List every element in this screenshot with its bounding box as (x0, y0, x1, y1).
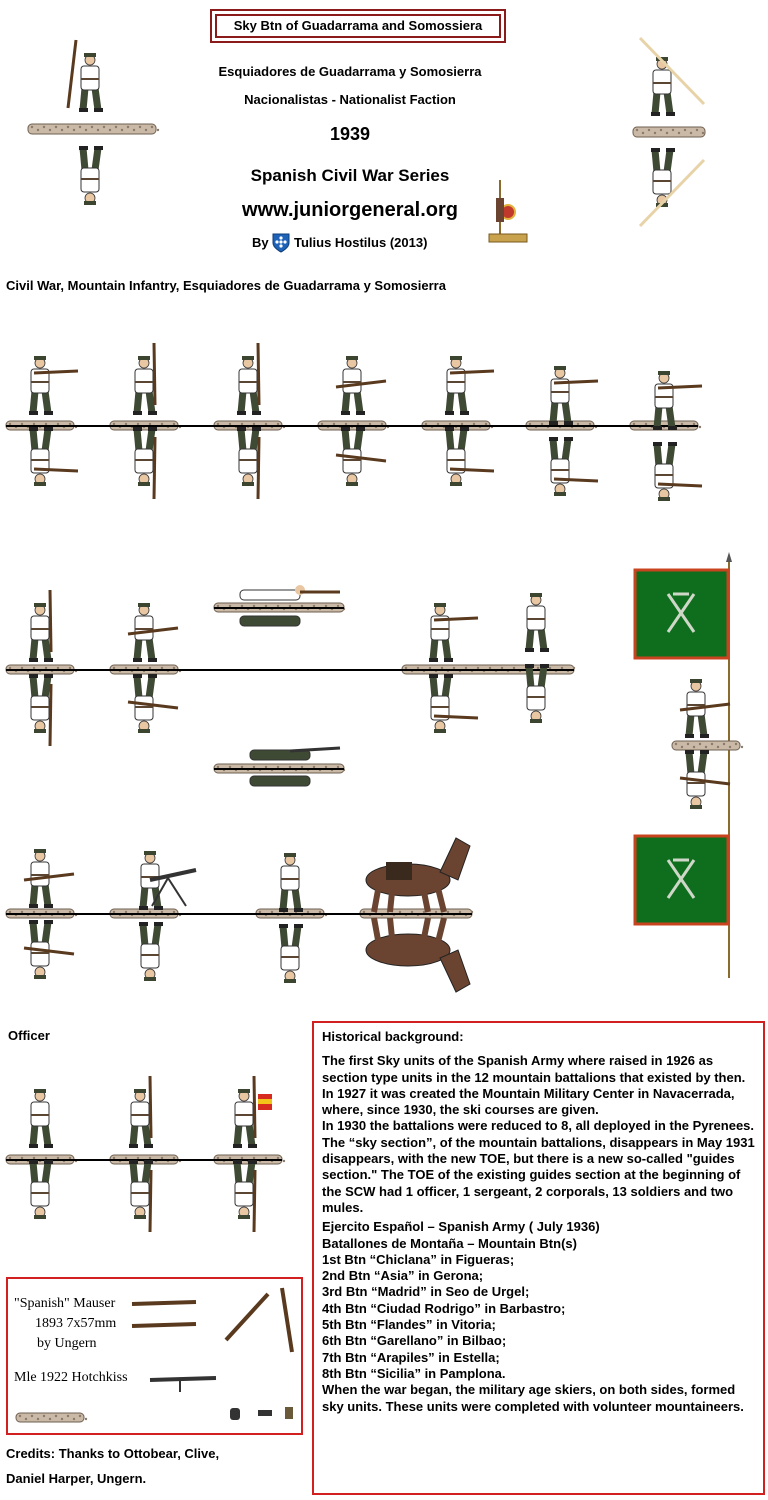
soldier-figure (24, 920, 74, 979)
battalion-item: 7th Btn “Arapiles” in Estella; (322, 1349, 500, 1365)
soldier-figure (128, 674, 178, 733)
soldier-figure (549, 366, 598, 425)
mauser-label-2: 1893 7x57mm (35, 1316, 117, 1331)
hotchkiss-label: Mle 1922 Hotchkiss (14, 1370, 128, 1385)
history-paragraph-2: In 1930 the battalions were reduced to 8, all deployed in the Pyrenees. The “sky section”, of the mountain battalions, disappears in May 1931 disappears, with the new TOE, but there is a new so-called "guides section." The TOE of the existing guides section at the beginning of the SCW had 1 officer, 1 sergeant, 2 corporals, 13 soldiers and two mules. (322, 1118, 755, 1215)
soldier-figure (233, 1076, 257, 1148)
soldier-figure (279, 853, 303, 912)
banner-flag (258, 1094, 272, 1110)
army-line-2: Batallones de Montaña – Mountain Btn(s) (322, 1235, 577, 1251)
soldier-figure (336, 427, 386, 486)
rifle-icon (282, 1288, 292, 1352)
subtitle-spanish: Esquiadores de Guadarrama y Somosierra (218, 64, 482, 79)
horse-figure (366, 918, 470, 992)
prone-soldier (240, 616, 300, 626)
figure-base (672, 741, 743, 750)
rifle-icon (132, 1324, 196, 1326)
soldier-figure (279, 924, 303, 983)
series-line: Spanish Civil War Series (250, 166, 450, 185)
soldier-figure (233, 1160, 257, 1232)
soldier-figure (237, 427, 261, 499)
rifle-icon (132, 1302, 196, 1304)
website-link[interactable]: www.juniorgeneral.org (242, 199, 458, 221)
soldier-figure (29, 427, 78, 486)
soldier-figure (133, 343, 157, 415)
soldier-figure (29, 1160, 53, 1219)
mauser-label-1: "Spanish" Mauser (14, 1296, 116, 1311)
horse-figure (366, 838, 470, 912)
ski-figure (79, 146, 103, 205)
battalion-item: 6th Btn “Garellano” in Bilbao; (322, 1333, 507, 1349)
author-name: Tulius Hostilus (2013) (294, 235, 428, 250)
ski-figure (640, 148, 704, 226)
soldier-figure (29, 356, 78, 415)
prone-soldier (240, 585, 340, 600)
battalion-item: 4th Btn “Ciudad Rodrigo” in Barbastro; (322, 1300, 566, 1316)
soldier-figure (129, 1076, 153, 1148)
machine-gun-icon (150, 1378, 216, 1392)
soldier-figure (128, 603, 178, 662)
history-paragraph-1: The first Sky units of the Spanish Army where raised in 1926 as section type units in the 12 mountain battalions that existed by then. In 1927 it was created the Mountain Military Center in Navacerrada, where, since 1930, the ski courses are given. (322, 1053, 746, 1118)
soldier-figure (24, 849, 74, 908)
soldier-figure (549, 437, 598, 496)
soldier-figure (525, 593, 549, 652)
history-heading: Historical background: (322, 1029, 464, 1044)
by-label: By (252, 235, 269, 250)
battalion-item: 2nd Btn “Asia” in Gerona; (322, 1268, 484, 1284)
credits-line-2: Daniel Harper, Ungern. (6, 1471, 147, 1486)
soldier-figure (29, 590, 53, 662)
mauser-label-3: by Ungern (37, 1336, 97, 1351)
banner-flag (635, 552, 732, 978)
ski-figure (640, 38, 704, 116)
soldier-figure (139, 922, 163, 981)
figure-base (633, 127, 705, 137)
credits-line-1: Credits: Thanks to Ottobear, Clive, (6, 1446, 220, 1461)
army-line-1: Ejercito Español – Spanish Army ( July 1936) (322, 1219, 600, 1235)
soldier-figure (29, 1089, 53, 1148)
section-title: Civil War, Mountain Infantry, Esquiadores de Guadarrama y Somosierra (6, 278, 446, 293)
sheet-title: Sky Btn of Guadarrama and Somossiera (233, 18, 483, 33)
battalion-item: 5th Btn “Flandes” in Vitoria; (322, 1317, 496, 1333)
battalion-item: 1st Btn “Chiclana” in Figueras; (322, 1251, 515, 1267)
equipment-icon (230, 1407, 293, 1420)
soldier-figure (129, 1160, 153, 1232)
logo-warrior-icon (489, 180, 527, 242)
soldier-figure (680, 679, 730, 738)
soldier-figure (429, 603, 478, 662)
soldier-figure (445, 427, 494, 486)
figure-base (28, 124, 159, 134)
prone-soldier (250, 748, 340, 760)
soldier-figure (133, 427, 157, 499)
soldier-figure (237, 343, 261, 415)
soldier-figure (429, 674, 478, 733)
battalion-item: 3rd Btn “Madrid” in Seo de Urgel; (322, 1284, 530, 1300)
battalion-item: 8th Btn “Sicilia” in Pamplona. (322, 1365, 506, 1381)
soldier-figure (680, 750, 730, 809)
prone-soldier (250, 776, 310, 786)
figure-base (16, 1413, 87, 1422)
soldier-figure (29, 674, 53, 746)
officer-label: Officer (8, 1028, 50, 1043)
faction-line: Nacionalistas - Nationalist Faction (244, 92, 456, 107)
ski-figure (68, 40, 103, 112)
soldier-figure (445, 356, 494, 415)
rifle-icon (226, 1294, 268, 1340)
history-closing: When the war began, the military age skiers, on both sides, formed sky units. These units were completed with volunteer mountaineers. (322, 1382, 744, 1414)
soldier-figure (336, 356, 386, 415)
year-line: 1939 (329, 124, 371, 144)
soldier-figure (653, 442, 702, 501)
